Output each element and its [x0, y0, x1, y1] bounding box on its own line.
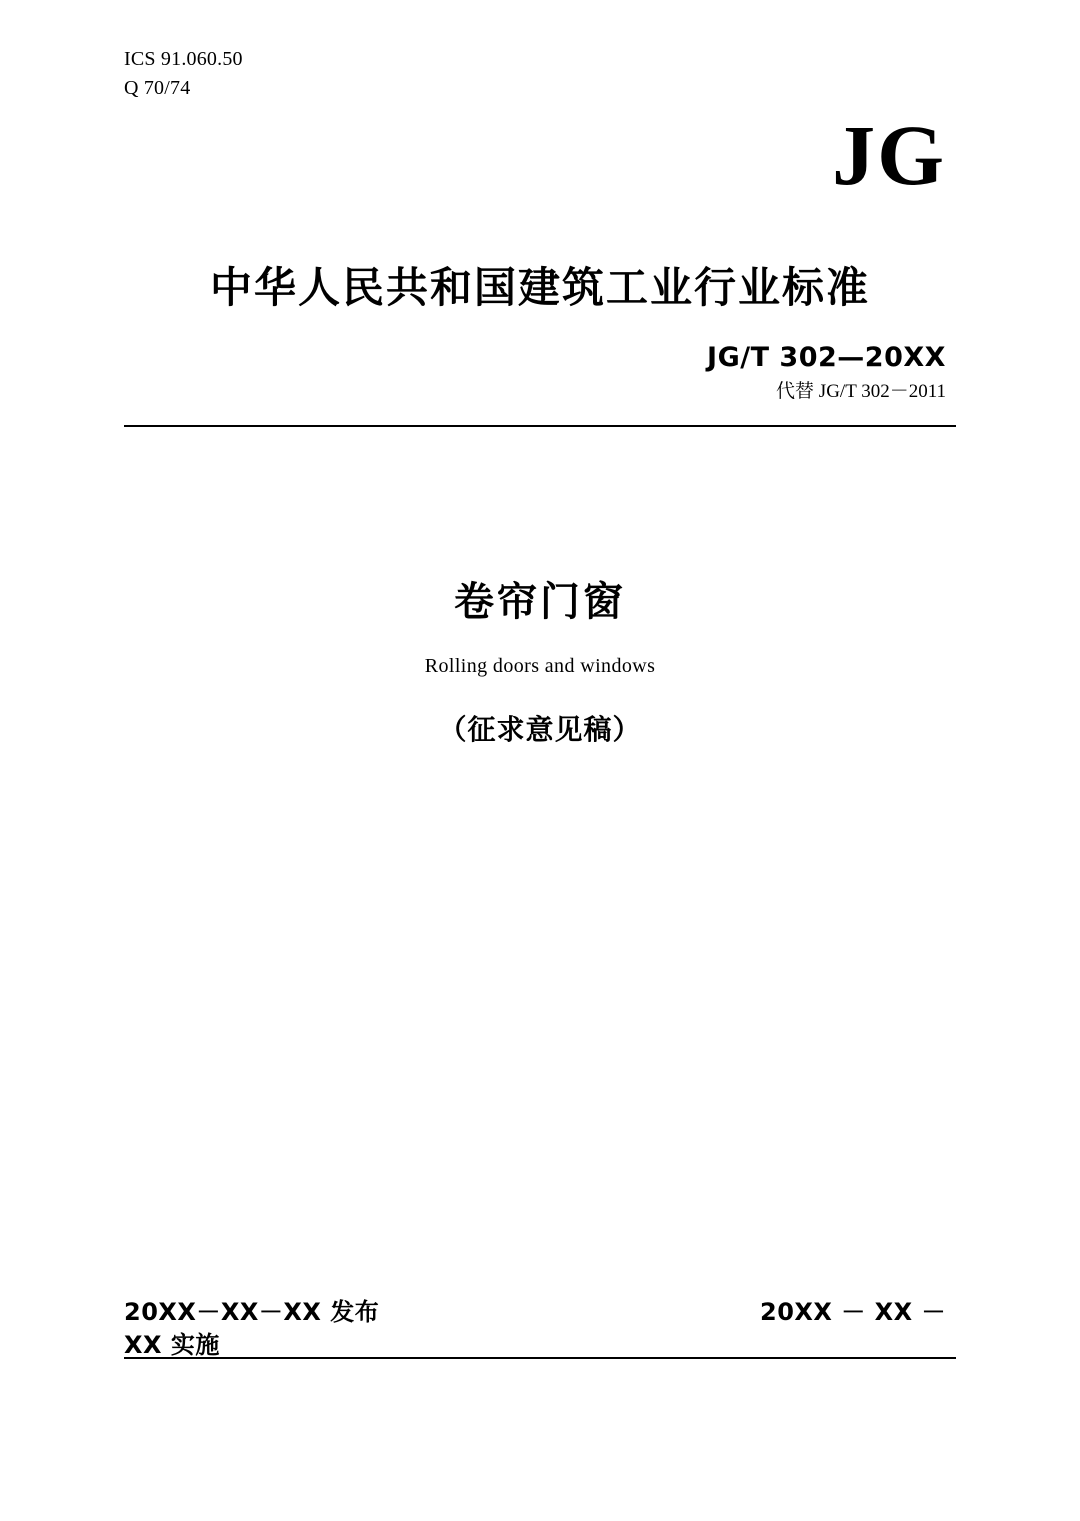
implementation-date-line2: XX 实施 — [124, 1331, 220, 1359]
classification-code: Q 70/74 — [124, 77, 191, 99]
document-title-en: Rolling doors and windows — [424, 655, 656, 677]
header-divider-rule — [124, 425, 956, 427]
document-title-cn: 卷帘门窗 — [454, 579, 626, 625]
document-stage-label: （征求意见稿） — [438, 713, 642, 746]
issuing-authority-title: 中华人民共和国建筑工业行业标准 — [209, 263, 870, 312]
implementation-date — [760, 1293, 946, 1331]
footer-divider-rule — [124, 1357, 956, 1359]
implementation-date-line1: 20XX － XX － — [760, 1298, 946, 1326]
standard-number: JG/T 302—20XX — [707, 342, 946, 373]
ics-code: ICS 91.060.50 — [124, 48, 243, 70]
issue-date-text: 20XX－XX－XX 发布 — [124, 1298, 380, 1326]
jg-standard-mark: JG — [832, 107, 946, 203]
ics-classification-block — [124, 45, 243, 103]
standard-replaces: 代替 JG/T 302－2011 — [776, 381, 946, 402]
